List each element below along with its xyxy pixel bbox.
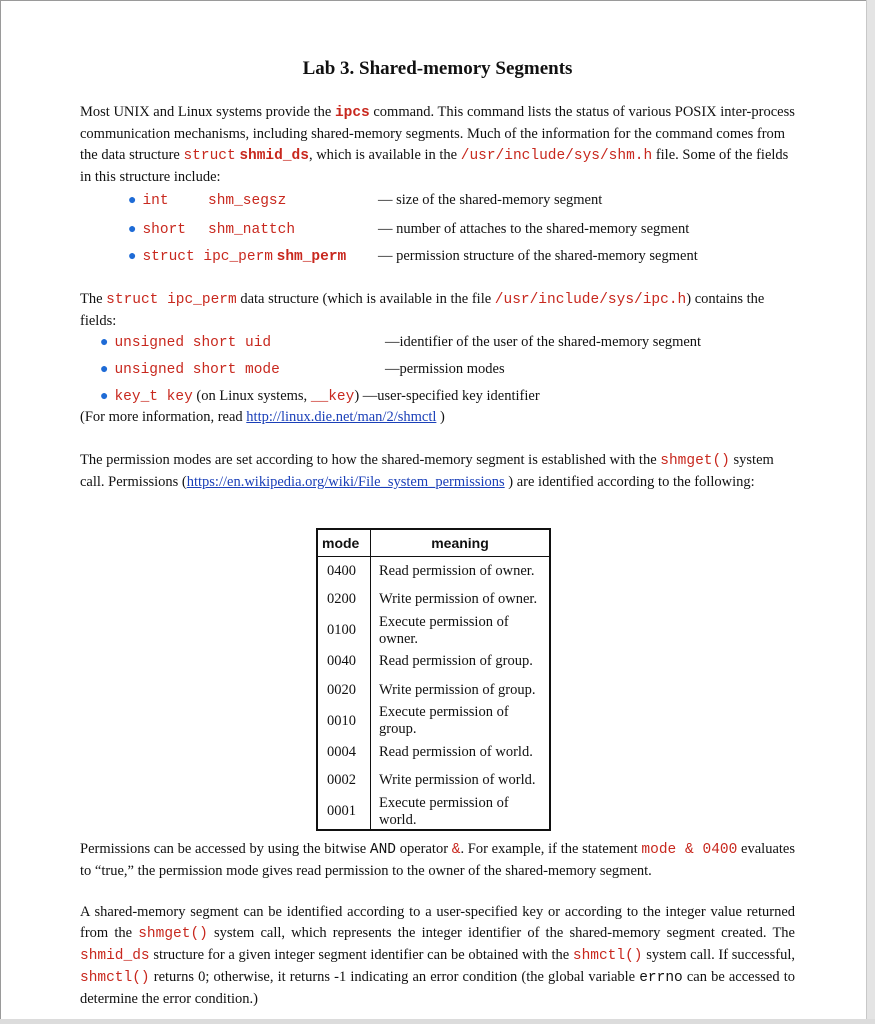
code-shmid-ds: shmid_ds: [239, 148, 309, 164]
code-shmget: shmget(): [138, 926, 208, 942]
shmctl-man-link[interactable]: http://linux.die.net/man/2/shmctl: [246, 409, 437, 425]
code-shmctl: shmctl(): [572, 948, 643, 964]
table-row: [317, 648, 550, 676]
mode-cell: 0001: [317, 795, 371, 830]
meaning-cell: Read permission of owner.: [379, 562, 535, 579]
mode-cell: 0400: [317, 557, 371, 586]
shm-field-name: shm_nattch: [208, 222, 296, 238]
ipc-field-item: ● unsigned short uid: [100, 335, 272, 351]
mode-cell: 0020: [317, 676, 371, 704]
code-ipcs: ipcs: [334, 105, 370, 121]
perm-intro-paragraph: The permission modes are set according to how the shared-memory segment is established with the shmget() system call. Permissions (https://en.wikipedia.org/wiki/File_system_permissions ) are identified according to the following:: [80, 452, 774, 490]
meaning-cell: Execute permission of world.: [379, 794, 509, 828]
table-row: [317, 738, 550, 766]
ipc-field-item: ● unsigned short mode: [100, 362, 280, 378]
code-shmid-ds: shmid_ds: [80, 948, 150, 964]
intro-paragraph: Most UNIX and Linux systems provide the ipcs command. This command lists the status of various POSIX inter-process communication mechanisms, including shared-memory segments. Much of the information for the command comes from the data structure struct shmid_ds, which is available in the /usr/include/sys/shm.h file. Some of the fields in this structure include:: [80, 104, 795, 185]
code-ampersand: &: [451, 842, 461, 858]
ipc-field-desc: —identifier of the user of the shared-memory segment: [385, 334, 702, 350]
code-struct: struct: [183, 148, 236, 164]
mode-cell: 0100: [317, 614, 371, 648]
mode-cell: 0010: [317, 704, 371, 738]
permission-table: [316, 528, 551, 831]
meaning-cell: Read permission of group.: [379, 653, 533, 670]
code-errno: errno: [639, 970, 683, 986]
shm-field-item: ● short: [128, 222, 186, 238]
mode-cell: 0004: [317, 738, 371, 766]
code-mode-expr: mode & 0400: [641, 842, 738, 858]
meaning-cell: Write permission of group.: [379, 681, 536, 698]
table-row: [317, 585, 550, 613]
shm-field-name: shm_segsz: [208, 193, 287, 209]
shm-field-item: ● struct ipc_perm shm_perm: [128, 249, 347, 265]
code-shmctl: shmctl(): [80, 970, 150, 986]
bitwise-paragraph: Permissions can be accessed by using the bitwise AND operator &. For example, if the statement mode & 0400 evaluates to “true,” the permission mode gives read permission to the owner of the shared-memory segment.: [80, 841, 795, 879]
meaning-cell: Write permission of owner.: [379, 590, 538, 607]
column-header-meaning: meaning: [371, 529, 551, 557]
page-title: Lab 3. Shared-memory Segments: [302, 58, 573, 79]
wikipedia-link[interactable]: https://en.wikipedia.org/wiki/File_system_permissions: [186, 474, 505, 490]
ipc-field-desc: —permission modes: [385, 361, 505, 377]
mode-cell: 0002: [317, 766, 371, 794]
table-row: [317, 766, 550, 794]
bullet-icon: ●: [128, 249, 137, 264]
shm-field-desc: — size of the shared-memory segment: [378, 192, 603, 208]
code-ipc-perm: struct ipc_perm: [106, 292, 237, 308]
code-shm-path: /usr/include/sys/shm.h: [460, 148, 653, 164]
ipc-perm-paragraph: The struct ipc_perm data structure (which is available in the file /usr/include/sys/ipc.h) contains the fields:: [80, 291, 765, 329]
more-info-line: (For more information, read http://linux.die.net/man/2/shmctl ): [80, 409, 445, 425]
bullet-icon: ●: [100, 335, 109, 350]
meaning-cell: Read permission of world.: [379, 743, 533, 760]
scrollbar-edge[interactable]: [866, 0, 875, 1024]
table-row: [317, 676, 550, 704]
shm-field-desc: — permission structure of the shared-memory segment: [378, 248, 698, 264]
column-header-mode: mode: [317, 529, 371, 557]
bullet-icon: ●: [128, 222, 137, 237]
shm-field-item: ● int: [128, 193, 169, 209]
table-row: [317, 557, 550, 586]
meaning-cell: Write permission of world.: [379, 772, 536, 789]
table-row: [317, 704, 550, 738]
code-ipc-path: /usr/include/sys/ipc.h: [494, 292, 687, 308]
identifier-paragraph: A shared-memory segment can be identified according to a user-specified key or according to the integer value returned from the shmget() system call, which represents the integer identifier of the shared-memory segment created. The shmid_ds structure for a given integer segment identifier can be obtained with the shmctl() system call. If successful, shmctl() returns 0; otherwise, it returns -1 indicating an error condition (the global variable errno can be accessed to determine the error condition.): [80, 904, 795, 1007]
bullet-icon: ●: [100, 362, 109, 377]
code-shmget: shmget(): [660, 453, 730, 469]
mode-cell: 0040: [317, 648, 371, 676]
table-row: [317, 614, 550, 648]
table-row: [317, 795, 550, 830]
table-header-row: [317, 529, 550, 557]
meaning-cell: Execute permission of group.: [379, 704, 509, 738]
shm-field-desc: — number of attaches to the shared-memory segment: [378, 221, 690, 237]
mode-cell: 0200: [317, 585, 371, 613]
bottom-edge: [0, 1019, 875, 1024]
meaning-cell: Execute permission of owner.: [379, 613, 509, 647]
key-field-item: ● key_t key (on Linux systems, __key) —user-specified key identifier: [100, 388, 540, 405]
bullet-icon: ●: [100, 389, 109, 404]
bullet-icon: ●: [128, 193, 137, 208]
code-and: AND: [369, 842, 396, 858]
